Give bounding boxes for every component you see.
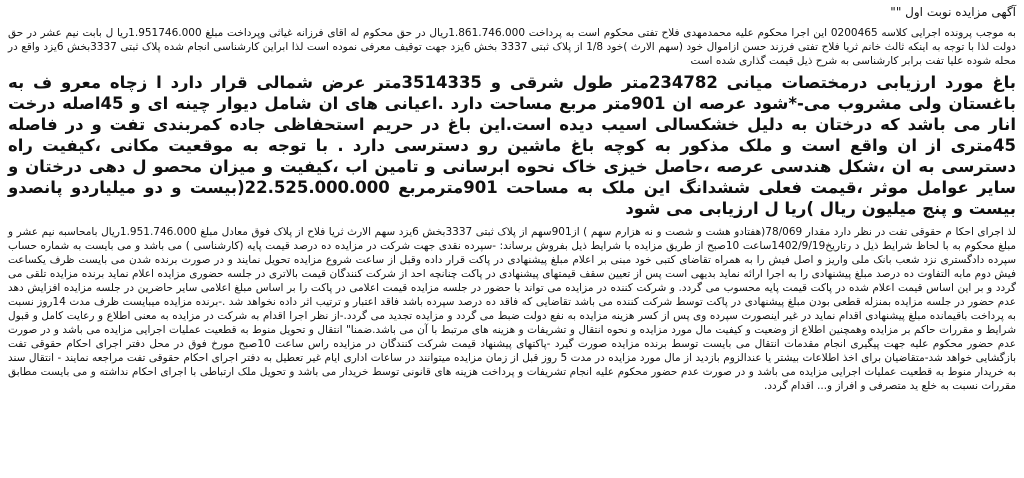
auction-terms-paragraph: لذ اجرای احکا م حقوقی تفت در نظر دارد مقدار 78/069(هفتادو هشت و شصت و نه هزارم سهم ) از901سهم از پلاک ثبتی 3337بخش 6یزد سهم الارث ثریا فلاح از پلاک فوق معادل مبلغ 1.951.746.000ریال بامحاسبه نیم عشر و مبلغ محکوم به با لحاظ شرایط ذیل د رتاریخ1402/9/19ساعت 10صبح از طریق مزایده با شرایط ذیل بفروش برساند: -سپرده نقدی جهت شرکت در مزایده ده درصد قیمت پایه (کارشناسی ) می باشد و می بایست به شماره حساب سپرده دادگستری نزد شعب بانک ملی واریز و اصل فیش را به همراه تقاضای کتبی خود مبنی بر اعلام مبلغ پیشنهادی در پاکت قرار داده وقبل از ساعت شروع مزایده تحویل نمایند و در صورت برنده شدن می بایست ظرف یکساعت فیش دوم مابه التفاوت ده درصد مبلغ پیشنهادی را به اجرا ارائه نماید بدیهی است پس از تعیین سقف قیمتهای پیشنهادی در پاکت چنانچه احد از شرکت کنندگان قیمت بالاتری در جلسه حضوری مزایده اعلام نماید برنده مزایده تلقی می گردد و بر این اساس قیمت اعلام شده در پاکت قیمت پایه محسوب می گردد. و شرکت کننده در مزایده می تواند با حضور در جلسه مزایده قیمت اعلامی در پاکت را بر اساس مبلغ اعلامی سایر حاضرین در جلسه مزایده افزایش دهد عدم حضور در جلسه مزایده بمنزله قطعی بودن مبلغ پیشنهادی در پاکت توسط شرکت کننده می باشد تقاضایی که فاقد ده درصد سپرده باشد فاقد اعتبار و ترتیب اثر داده نخواهد شد .-برنده مزایده میبایست ظرف مدت 14روز نسبت به پرداخت باقیمانده مبلغ پیشنهادی اقدام نماید در غیر اینصورت سپرده وی پس از کسر هزینه مزایده به نفع دولت ضبط می گردد و مزایده تجدید می گردد.-از نظر اجرا اقدام به شرکت در مزایده به معنی اطلاع و رعایت کامل و قبول شرایط و مقررات حاکم بر مزایده وهمچنین اطلاع از وضعیت و کیفیت مال مورد مزایده و نحوه انتقال و تشریفات و هزینه های مرتبط با آن می باشد.ضمنا" انتقال و تحویل منوط به قطعیت عملیات اجرایی مزایده می باشد و در صورت عدم حضور محکوم علیه جهت پیگیری انجام مقدمات انتقال می بایست توسط برنده مزایده صورت گیرد -پاکتهای پیشنهاد قیمت شرکت کنندگان در مزایده راس ساعت 10صبح مورخ فوق در محل دفتر اجرای احکام حقوقی تفت بازگشایی خواهد شد-متقاضیان برای اخذ اطلاعات بیشتر یا عندالزوم بازدید از مال مورد مزایده در مدت 5 روز قبل از زمان مزایده میتوانند در ساعات اداری ایام غیر تعطیل به دفتر اجرای احکام حقوقی تفت مراجعه نمایند - انتقال سند به خریدار منوط به قطعیت عملیات اجرایی مزایده می باشد و در صورت عدم حضور محکوم علیه انجام تشریفات و پرداخت هزینه های قانونی توسط خریدار می باشد و تحویل ملک ارتباطی با اجرای احکام نداشته و می بایست مطابق مقررات نسبت به خلع ید متصرفی و افراز و... اقدام گردد. xyxy=(8,226,1017,392)
intro-paragraph: به موجب پرونده اجرایی کلاسه 0200465 این اجرا محکوم علیه محمدمهدی فلاح تفتی محکوم است به پرداخت 1.861.746.000ریال در حق محکوم له اقای فرزانه غیاثی وپرداخت مبلغ 1.951746.000ریا ل بابت نیم عشر در حق دولت لذا با توجه به اینکه ثالث خانم ثریا فلاح تفتی فرزند حسن ازاموال خود (سهم الارث )خود 1/8 از پلاک ثبتی 3337 بخش 6یزد جهت توقیف معرفی نموده است لذا ابراین کارشناسی انجام شده پلاک ثبتی 3337بخش 6یزد واقع در محله شوده علیا تفت برابر کارشناسی به شرح ذیل قیمت گذاری شده است xyxy=(8,27,1016,67)
notice-title: آگهی مزایده نوبت اول "" xyxy=(890,5,1016,19)
property-description-paragraph: باغ مورد ارزیابی درمختصات میانی 234782متر طول شرقی و 3514335متر عرض شمالی قرار دارد ا زچاه معرو ف به باغستان ولی مشروب می-*شود عرصه ان 901متر مربع مساحت دارد .اعیانی های ان شامل دیوار چینه ای و 45اصله درخت انار می باشد که درختان به دلیل خشکسالی اسیب دیده است.این باغ در حریم استحفاظی جاده کمربندی تفت و در فاصله 45متری از ان واقع است و ملک مذکور به کوچه باغ ماشین رو دسترسی دارد . با توجه به موقعیت مکانی ،کیفیت راه دسترسی به ان ،شکل هندسی عرصه ،حاصل خیزی خاک نحوه ابرسانی و تامین اب ،کیفیت و میزان محصو ل دهی درختان و سایر عوامل موثر ،قیمت فعلی ششدانگ این ملک به مساحت 901مترمربع 22.525.000.000(بیست و دو میلیاردو پانصدو بیست و پنج میلیون ریال )ریا ل ارزیابی می شود xyxy=(8,73,1017,218)
